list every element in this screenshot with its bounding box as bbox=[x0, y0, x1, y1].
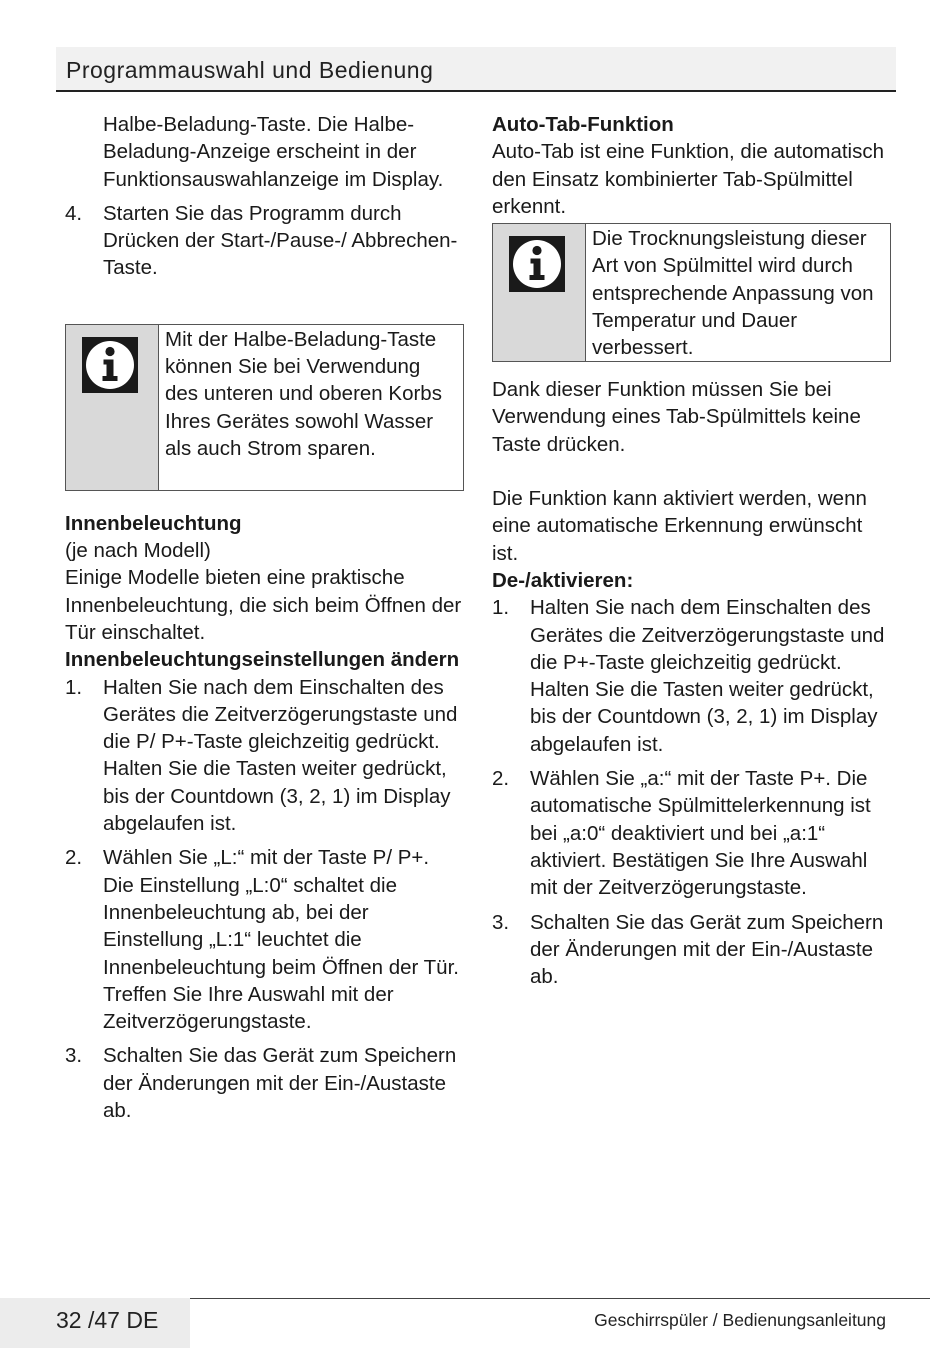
settings-steps bbox=[65, 674, 465, 1125]
autotab-paragraph: Dank dieser Funktion müssen Sie bei Verwendung eines Tab-Spülmittels keine Taste drücken. bbox=[492, 378, 861, 456]
list-item bbox=[65, 844, 465, 1035]
step-text: Halten Sie nach dem Einschalten des Gerätes die Zeitverzögerungstaste und die P+-Taste gleichzeitig gedrückt. Halten Sie die Tasten weiter gedrückt, bis der Countdown (3, 2, 1) im Display abgelaufen ist. bbox=[530, 596, 885, 756]
step-text: Wählen Sie „L:“ mit der Taste P/ P+. Die Einstellung „L:0“ schaltet die Innenbeleuchtung ab, bei der Einstellung „L:1“ leuchtet die Innenbeleuchtung beim Öffnen der Tür. Treffen Sie Ihre Auswahl mit der Zeitverzögerungstaste. bbox=[103, 846, 459, 1034]
step-text: Schalten Sie das Gerät zum Speichern der Änderungen mit der Ein-/Austaste ab. bbox=[103, 1044, 457, 1123]
info-icon-cell bbox=[493, 224, 586, 361]
section-title: Programmauswahl und Bedienung bbox=[66, 57, 434, 83]
step-number: 1. bbox=[65, 675, 83, 699]
step-number: 2. bbox=[65, 846, 83, 870]
autotab-text: Auto-Tab ist eine Funktion, die automatisch den Einsatz kombinierter Tab-Spülmittel erkennt. bbox=[492, 140, 884, 218]
info-icon-cell bbox=[66, 325, 159, 490]
left-column bbox=[65, 111, 465, 1131]
list-item bbox=[65, 1042, 465, 1124]
step-text: Schalten Sie das Gerät zum Speichern der Änderungen mit der Ein-/Austaste ab. bbox=[530, 910, 884, 989]
step-number: 3. bbox=[492, 910, 510, 934]
right-column bbox=[492, 111, 892, 997]
step-number: 1. bbox=[492, 596, 510, 620]
list-item bbox=[492, 594, 892, 758]
settings-heading: Innenbeleuchtungseinstellungen ändern bbox=[65, 648, 460, 672]
light-text: Einige Modelle bieten eine praktische Innenbeleuchtung, die sich beim Öffnen der Tür einschaltet. bbox=[65, 566, 462, 644]
list-item bbox=[65, 674, 465, 838]
info-text: Mit der Halbe-Beladung-Taste können Sie bei Verwendung des unteren und oberen Korbs Ihres Gerätes sowohl Wasser als auch Strom sparen. bbox=[165, 327, 442, 460]
deactivate-heading: De-/aktivieren: bbox=[492, 568, 634, 592]
info-text: Die Trocknungsleistung dieser Art von Spülmittel wird durch entsprechende Anpassung von Temperatur und Dauer verbessert. bbox=[592, 227, 874, 360]
light-subheading: (je nach Modell) bbox=[65, 539, 211, 563]
step-number: 2. bbox=[492, 767, 510, 791]
light-heading: Innenbeleuchtung bbox=[65, 511, 242, 535]
step-text: Halten Sie nach dem Einschalten des Gerätes die Zeitverzögerungstaste und die P/ P+-Taste gleichzeitig gedrückt. Halten Sie die Tasten weiter gedrückt, bis der Countdown (3, 2, 1) im Display abgelaufen ist. bbox=[103, 675, 458, 836]
list-item bbox=[492, 909, 892, 991]
step-number: 3. bbox=[65, 1044, 83, 1068]
step-list-continued bbox=[65, 200, 465, 282]
autotab-paragraph: Die Funktion kann aktiviert werden, wenn eine automatische Erkennung erwünscht ist. bbox=[492, 487, 867, 565]
autotab-heading: Auto-Tab-Funktion bbox=[492, 113, 674, 136]
list-item bbox=[492, 765, 892, 901]
step-text: Starten Sie das Programm durch Drücken der Start-/Pause-/ Abbrechen-Taste. bbox=[103, 201, 458, 280]
footer-title: Geschirrspüler / Bedienungsanleitung bbox=[594, 1310, 886, 1330]
info-box bbox=[65, 324, 464, 491]
continued-paragraph: Halbe-Beladung-Taste. Die Halbe-Beladung-Anzeige erscheint in der Funktionsauswahlanzeige im Display. bbox=[103, 113, 444, 191]
step-number: 4. bbox=[65, 201, 83, 225]
footer-divider bbox=[190, 1298, 930, 1299]
info-box bbox=[492, 223, 891, 362]
list-item bbox=[65, 200, 465, 282]
page-header bbox=[56, 47, 896, 92]
deactivate-steps bbox=[492, 594, 892, 990]
page-number: 32 /47 DE bbox=[56, 1307, 159, 1333]
step-text: Wählen Sie „a:“ mit der Taste P+. Die automatische Spülmittelerkennung ist bei „a:0“ deaktiviert und bei „a:1“ aktiviert. Bestätigen Sie Ihre Auswahl mit der Zeitverzögerungstaste. bbox=[530, 767, 871, 900]
